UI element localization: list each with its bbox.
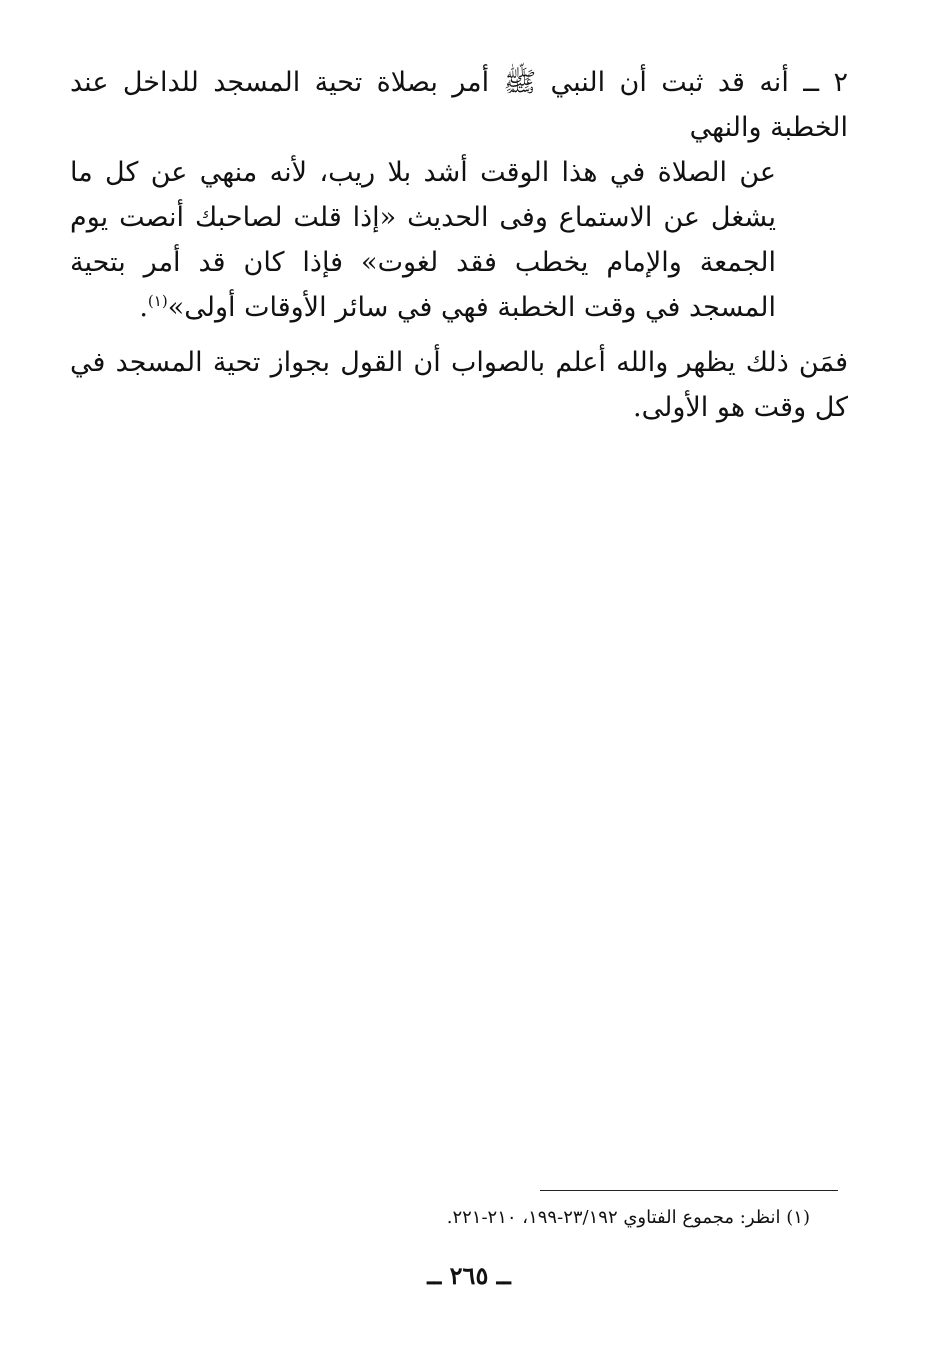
page-number: ــ ٢٦٥ ــ [427,1261,511,1290]
item-2-paragraph [70,60,848,330]
footnote: (١) انظر: مجموع الفتاوي ٢٣/١٩٢-١٩٩، ٢١٠-٢٢١. [446,1207,810,1228]
item-2-continuation [70,150,848,330]
item-2-rest-text: عن الصلاة في هذا الوقت أشد بلا ريب، لأنه منهي عن كل ما يشغل عن الاستماع وفى الحديث «إذا قلت لصاحبك أنصت يوم الجمعة والإمام يخطب فقد لغوت» فإذا كان قد أمر بتحية المسجد في وقت الخطبة فهي في سائر الأوقات أولى» [70,157,776,323]
item-2-first-line-text: أنه قد ثبت أن النبي ﷺ أمر بصلاة تحية المسجد للداخل عند الخطبة والنهي [70,67,848,143]
conclusion-paragraph: فمَن ذلك يظهر والله أعلم بالصواب أن القول بجواز تحية المسجد في كل وقت هو الأولى. [70,347,848,423]
footnote-ref[interactable]: (١) [147,292,168,310]
item-2-number: ٢ ــ [803,67,849,98]
footnote-divider [540,1190,838,1191]
body-text [70,60,848,440]
item-2-end: . [139,292,148,323]
item-2-first-line [70,60,848,150]
